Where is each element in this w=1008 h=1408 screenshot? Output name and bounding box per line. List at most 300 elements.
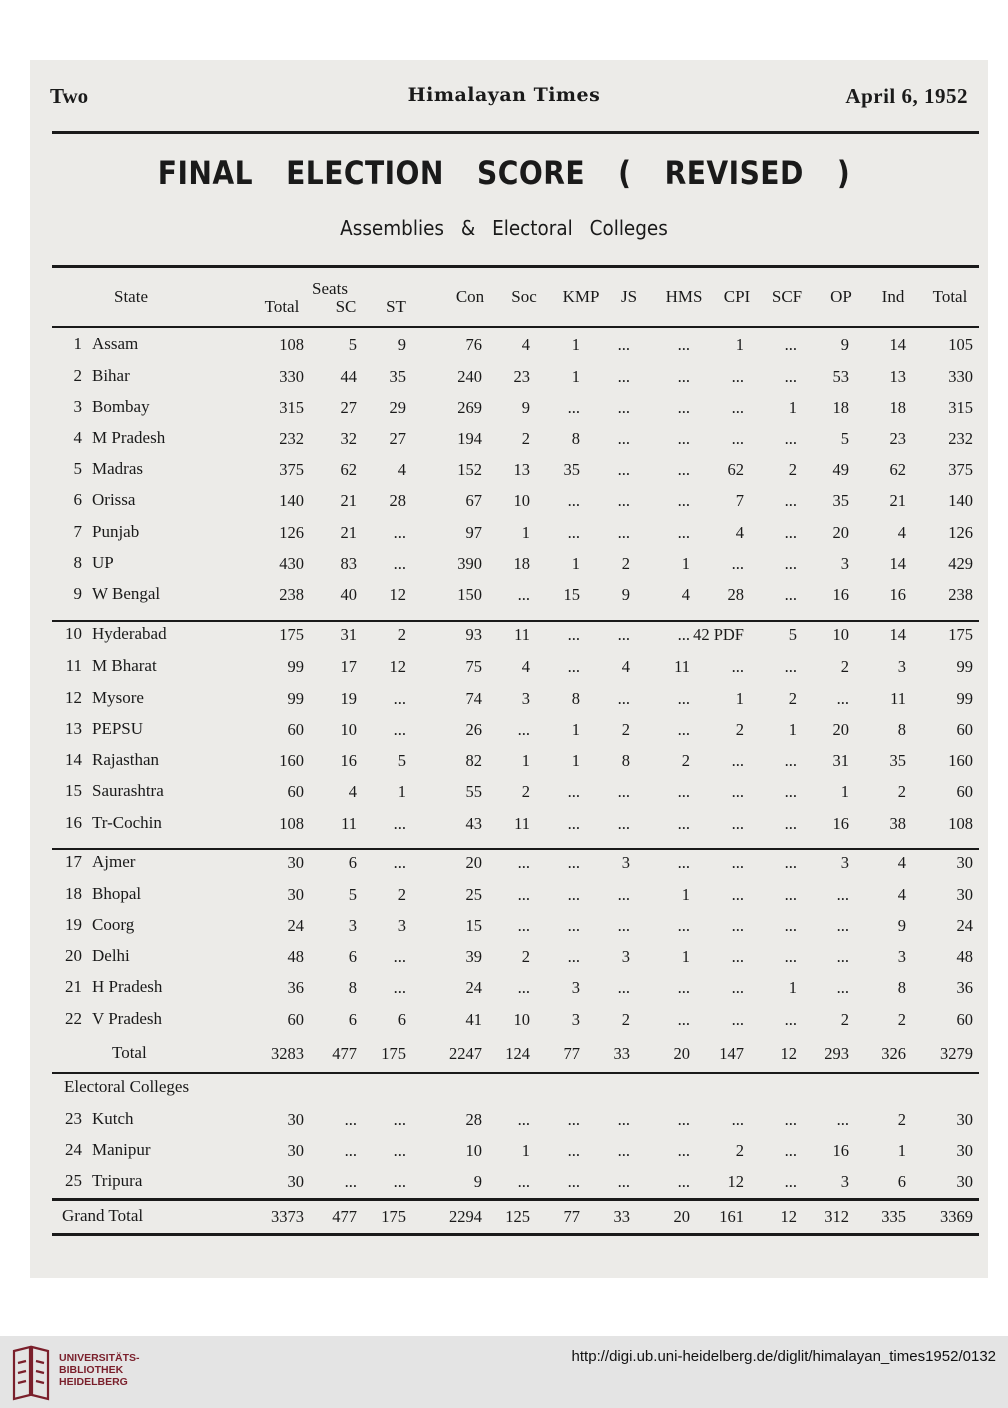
cell: 28 <box>727 585 744 604</box>
cell: 150 <box>457 585 482 604</box>
cell: 55 <box>465 782 482 801</box>
cell: 35 <box>832 491 849 510</box>
cell: 74 <box>465 689 482 708</box>
cell: 93 <box>465 625 482 644</box>
cell: ... <box>677 367 690 386</box>
cell: 30 <box>287 1110 304 1129</box>
cell: 160 <box>279 751 304 770</box>
cell: 147 <box>719 1044 744 1063</box>
cell: 9 <box>521 398 530 417</box>
cell: ... <box>784 491 797 510</box>
cell: ... <box>517 585 530 604</box>
cell: 36 <box>956 978 973 997</box>
cell: ... <box>677 429 690 448</box>
cell: 108 <box>948 814 973 833</box>
cell: 18 <box>832 398 849 417</box>
cell: 3 <box>621 947 630 966</box>
cell: 3 <box>840 554 849 573</box>
cell: 83 <box>340 554 357 573</box>
cell: 30 <box>956 1110 973 1129</box>
cell: 5 <box>348 885 357 904</box>
cell: ... <box>784 367 797 386</box>
cell: 12 <box>780 1044 797 1063</box>
cell: ... <box>393 978 406 997</box>
cell: ... <box>731 916 744 935</box>
cell: 30 <box>287 1141 304 1160</box>
cell: 2 <box>621 1010 630 1029</box>
state-name: Bhopal <box>92 884 142 903</box>
cell: 40 <box>340 585 357 604</box>
cell: ... <box>567 1141 580 1160</box>
cell: 2 <box>681 751 690 770</box>
cell: 2 <box>621 720 630 739</box>
row-number: 23 <box>65 1109 82 1128</box>
cell: 2 <box>397 885 406 904</box>
state-name: Coorg <box>92 915 135 934</box>
cell: 99 <box>956 657 973 676</box>
row-number: 13 <box>65 719 82 738</box>
cell: ... <box>836 885 849 904</box>
cell: 5 <box>840 429 849 448</box>
col-seats: Seats <box>312 279 348 298</box>
cell: 28 <box>465 1110 482 1129</box>
cell: ... <box>731 751 744 770</box>
cell: 477 <box>332 1044 357 1063</box>
state-name: UP <box>92 553 114 572</box>
cell: 2 <box>735 720 744 739</box>
cell: 152 <box>457 460 482 479</box>
cell: ... <box>567 916 580 935</box>
state-name: W Bengal <box>92 584 161 603</box>
cell: 15 <box>465 916 482 935</box>
cell: 48 <box>956 947 973 966</box>
cell: ... <box>617 916 630 935</box>
cell: 35 <box>563 460 580 479</box>
cell: 4 <box>397 460 406 479</box>
cell: ... <box>617 978 630 997</box>
cell: 8 <box>897 720 906 739</box>
cell: 126 <box>279 523 304 542</box>
cell: 2 <box>840 657 849 676</box>
cell: ... <box>677 491 690 510</box>
cell: 11 <box>341 814 357 833</box>
cell: 2 <box>521 429 530 448</box>
cell: ... <box>677 689 690 708</box>
cell: 8 <box>897 978 906 997</box>
state-name: M Pradesh <box>92 428 166 447</box>
cell: 9 <box>840 335 849 354</box>
row-number: 21 <box>65 977 82 996</box>
cell: 1 <box>521 1141 530 1160</box>
cell: 3373 <box>271 1207 304 1226</box>
cell: 8 <box>621 751 630 770</box>
section-rule <box>52 848 979 850</box>
cell: 18 <box>513 554 530 573</box>
cell: 14 <box>889 625 906 644</box>
cell: ... <box>393 1141 406 1160</box>
cell: 75 <box>465 657 482 676</box>
col-party-1: Soc <box>511 287 537 306</box>
cell: 4 <box>681 585 690 604</box>
col-party-9: Total <box>932 287 968 306</box>
cell: 10 <box>832 625 849 644</box>
cell: 43 <box>465 814 482 833</box>
cell: 232 <box>279 429 304 448</box>
cell: 140 <box>948 491 973 510</box>
cell: ... <box>567 491 580 510</box>
row-number: 24 <box>65 1140 82 1159</box>
col-party-0: Con <box>455 287 485 306</box>
cell: 12 <box>727 1172 744 1191</box>
page-title: FINAL ELECTION SCORE ( REVISED ) <box>157 154 851 192</box>
cell: 232 <box>948 429 973 448</box>
cell: 1 <box>681 885 690 904</box>
state-name: Hyderabad <box>92 624 167 643</box>
cell: 27 <box>340 398 357 417</box>
cell: 330 <box>279 367 304 386</box>
cell: ... <box>517 885 530 904</box>
section-rule <box>52 620 979 622</box>
cell: 3283 <box>271 1044 304 1063</box>
cell: ... <box>393 1172 406 1191</box>
row-number: 8 <box>73 553 82 572</box>
section-rule <box>52 1198 979 1201</box>
cell: ... <box>731 885 744 904</box>
cell: 2 <box>621 554 630 573</box>
cell: 67 <box>465 491 482 510</box>
row-number: 2 <box>73 366 82 385</box>
cell: ... <box>677 814 690 833</box>
cell: 175 <box>279 625 304 644</box>
cell: ... <box>784 853 797 872</box>
cell: 16 <box>889 585 906 604</box>
cell: 27 <box>389 429 406 448</box>
cell: ... <box>784 657 797 676</box>
cell: 238 <box>948 585 973 604</box>
cell: 30 <box>287 853 304 872</box>
cell: 9 <box>897 916 906 935</box>
cell: ... <box>836 1110 849 1129</box>
cell: ... <box>731 947 744 966</box>
cell: 2 <box>788 689 797 708</box>
cell: ... <box>784 916 797 935</box>
cell: 3 <box>571 978 580 997</box>
cell: 293 <box>824 1044 849 1063</box>
cell: 3369 <box>940 1207 973 1226</box>
state-name: Tripura <box>92 1171 143 1190</box>
cell: ... <box>784 554 797 573</box>
cell: 19 <box>340 689 357 708</box>
row-number: 9 <box>73 584 82 603</box>
cell: ... <box>617 367 630 386</box>
cell: ... <box>731 853 744 872</box>
state-name: Assam <box>92 334 139 353</box>
cell: 39 <box>465 947 482 966</box>
cell: ... <box>617 782 630 801</box>
cell: 1 <box>571 720 580 739</box>
cell: ... <box>836 978 849 997</box>
cell: 1 <box>788 398 797 417</box>
cell: 1 <box>521 523 530 542</box>
cell: ... <box>677 335 690 354</box>
cell: ... <box>784 335 797 354</box>
cell: 33 <box>613 1207 630 1226</box>
cell: ... <box>731 554 744 573</box>
source-url-link[interactable]: http://digi.ub.uni-heidelberg.de/diglit/himalayan_times1952/0132 <box>571 1348 996 1365</box>
cell: ... <box>677 398 690 417</box>
cell: 13 <box>889 367 906 386</box>
cell: 12 <box>389 657 406 676</box>
cell: 2247 <box>449 1044 482 1063</box>
cell: 4 <box>735 523 744 542</box>
cell: 175 <box>948 625 973 644</box>
cell: 124 <box>505 1044 530 1063</box>
cell: ... <box>617 335 630 354</box>
cell: ... <box>677 460 690 479</box>
cell: 10 <box>513 1010 530 1029</box>
cell: 99 <box>956 689 973 708</box>
cell: ... <box>617 885 630 904</box>
cell: 28 <box>389 491 406 510</box>
library-logo-icon <box>10 1343 52 1401</box>
cell: 2294 <box>449 1207 482 1226</box>
cell: 160 <box>948 751 973 770</box>
cell: 3 <box>897 947 906 966</box>
cell: ... <box>567 398 580 417</box>
cell: 35 <box>389 367 406 386</box>
cell: ... <box>344 1110 357 1129</box>
cell: 77 <box>563 1044 580 1063</box>
cell: ... <box>393 947 406 966</box>
cell: 1 <box>788 720 797 739</box>
cell: ... <box>517 978 530 997</box>
cell: ... <box>517 1110 530 1129</box>
cell: 77 <box>563 1207 580 1226</box>
cell: 8 <box>571 429 580 448</box>
state-name: Ajmer <box>92 852 136 871</box>
cell: 3 <box>571 1010 580 1029</box>
state-name: Orissa <box>92 490 136 509</box>
newspaper-name: Himalayan Times <box>407 84 601 106</box>
cell: ... <box>836 916 849 935</box>
cell: 9 <box>621 585 630 604</box>
cell: ... <box>617 689 630 708</box>
cell: ... <box>517 916 530 935</box>
cell: 430 <box>279 554 304 573</box>
library-name: UNIVERSITÄTS- BIBLIOTHEK HEIDELBERG <box>59 1352 140 1388</box>
row-number: 1 <box>73 334 82 353</box>
row-number: 15 <box>65 781 82 800</box>
cell: 4 <box>897 523 906 542</box>
cell: ... <box>784 429 797 448</box>
cell: 3 <box>840 853 849 872</box>
cell: ... <box>784 1172 797 1191</box>
row-number: 10 <box>65 624 82 643</box>
cell: 269 <box>457 398 482 417</box>
col-party-8: Ind <box>881 287 905 306</box>
cell: 60 <box>956 782 973 801</box>
cell: 2 <box>521 947 530 966</box>
cell: 10 <box>465 1141 482 1160</box>
cell: ... <box>677 782 690 801</box>
cell: 16 <box>340 751 357 770</box>
cell: ... <box>517 853 530 872</box>
col-party-5: CPI <box>723 287 751 306</box>
cell: 335 <box>881 1207 906 1226</box>
cell: ... <box>784 1141 797 1160</box>
cell: 105 <box>948 335 973 354</box>
cell: 20 <box>673 1207 690 1226</box>
state-name: Kutch <box>92 1109 134 1128</box>
cell: 1 <box>735 689 744 708</box>
cell: 12 <box>389 585 406 604</box>
cell: 375 <box>279 460 304 479</box>
cell: 15 <box>563 585 580 604</box>
cell: ... <box>567 1110 580 1129</box>
cell: 194 <box>457 429 482 448</box>
row-number: 5 <box>73 459 82 478</box>
cell: 20 <box>465 853 482 872</box>
row-number: 17 <box>65 852 82 871</box>
cell: 62 <box>340 460 357 479</box>
cell: 30 <box>956 1141 973 1160</box>
cell: 17 <box>340 657 357 676</box>
cell: 3 <box>897 657 906 676</box>
row-number: 12 <box>65 688 82 707</box>
cell: 25 <box>465 885 482 904</box>
cell: ... <box>677 978 690 997</box>
cell: ... <box>567 814 580 833</box>
cell: 1 <box>571 367 580 386</box>
cell: 23 <box>513 367 530 386</box>
cell: ... <box>784 885 797 904</box>
cell: 175 <box>381 1207 406 1226</box>
cell: 1 <box>571 751 580 770</box>
col-state: State <box>114 287 148 306</box>
cell: ... <box>344 1172 357 1191</box>
cell: ... <box>617 1141 630 1160</box>
state-name: PEPSU <box>92 719 144 738</box>
cell: ... <box>344 1141 357 1160</box>
cell: ... <box>784 814 797 833</box>
cell: 44 <box>340 367 357 386</box>
cell: ... <box>784 751 797 770</box>
cell: 375 <box>948 460 973 479</box>
cell: 23 <box>889 429 906 448</box>
cell: 18 <box>889 398 906 417</box>
state-name: M Bharat <box>92 656 157 675</box>
cell: ... <box>567 947 580 966</box>
issue-date: April 6, 1952 <box>845 84 968 108</box>
cell: 4 <box>621 657 630 676</box>
cell: 4 <box>521 657 530 676</box>
cell: 5 <box>348 335 357 354</box>
cell: 60 <box>956 1010 973 1029</box>
cell: ... <box>784 782 797 801</box>
cell: 175 <box>381 1044 406 1063</box>
cell: 11 <box>514 814 530 833</box>
cell: 1 <box>571 554 580 573</box>
row-number: 6 <box>73 490 82 509</box>
cell: 20 <box>832 523 849 542</box>
cell: ... <box>677 1110 690 1129</box>
cell: 477 <box>332 1207 357 1226</box>
cell: 4 <box>897 885 906 904</box>
row-number: 4 <box>73 428 82 447</box>
cell: ... <box>617 460 630 479</box>
cell: ... <box>731 978 744 997</box>
cell: 24 <box>287 916 304 935</box>
cell: 125 <box>505 1207 530 1226</box>
cell: 41 <box>465 1010 482 1029</box>
cell: 62 <box>727 460 744 479</box>
cell: 11 <box>890 689 906 708</box>
cell: 16 <box>832 1141 849 1160</box>
cell: 3 <box>397 916 406 935</box>
library-footer <box>0 1336 1008 1408</box>
cell: ... <box>393 853 406 872</box>
row-number: 25 <box>65 1171 82 1190</box>
cell: ... <box>567 782 580 801</box>
state-name: Delhi <box>92 946 130 965</box>
cell: 6 <box>348 853 357 872</box>
cell: 8 <box>348 978 357 997</box>
table-top-rule <box>52 265 979 268</box>
cell: 2 <box>897 1010 906 1029</box>
row-number: 20 <box>65 946 82 965</box>
cell: ... <box>567 1172 580 1191</box>
cell: 5 <box>788 625 797 644</box>
cell: 36 <box>287 978 304 997</box>
cell: 16 <box>832 585 849 604</box>
state-name: Mysore <box>92 688 144 707</box>
cell: 2 <box>735 1141 744 1160</box>
cell: ... <box>617 1110 630 1129</box>
cell: ... <box>677 625 690 644</box>
cell: ... <box>393 554 406 573</box>
cell: ... <box>677 853 690 872</box>
cell: 30 <box>956 1172 973 1191</box>
cell: 31 <box>832 751 849 770</box>
cell: 4 <box>897 853 906 872</box>
cell: 429 <box>948 554 973 573</box>
cell: 49 <box>832 460 849 479</box>
page-subtitle: Assemblies & Electoral Colleges <box>340 216 668 240</box>
cell: 9 <box>397 335 406 354</box>
cell: ... <box>567 885 580 904</box>
cell: 1 <box>571 335 580 354</box>
cell: 3 <box>521 689 530 708</box>
header-rule <box>52 131 979 134</box>
cell: 76 <box>465 335 482 354</box>
cell: 53 <box>832 367 849 386</box>
cell: 161 <box>719 1207 744 1226</box>
cell: ... <box>617 429 630 448</box>
cell: 6 <box>348 947 357 966</box>
cell: ... <box>567 523 580 542</box>
cell: 97 <box>465 523 482 542</box>
state-name: Rajasthan <box>92 750 160 769</box>
row-number: 7 <box>73 522 82 541</box>
cell: 126 <box>948 523 973 542</box>
cell: 1 <box>397 782 406 801</box>
cell: 315 <box>279 398 304 417</box>
cell: 14 <box>889 335 906 354</box>
cell: 1 <box>681 554 690 573</box>
cell: 1 <box>681 947 690 966</box>
state-name: Punjab <box>92 522 140 541</box>
cell: 12 <box>780 1207 797 1226</box>
